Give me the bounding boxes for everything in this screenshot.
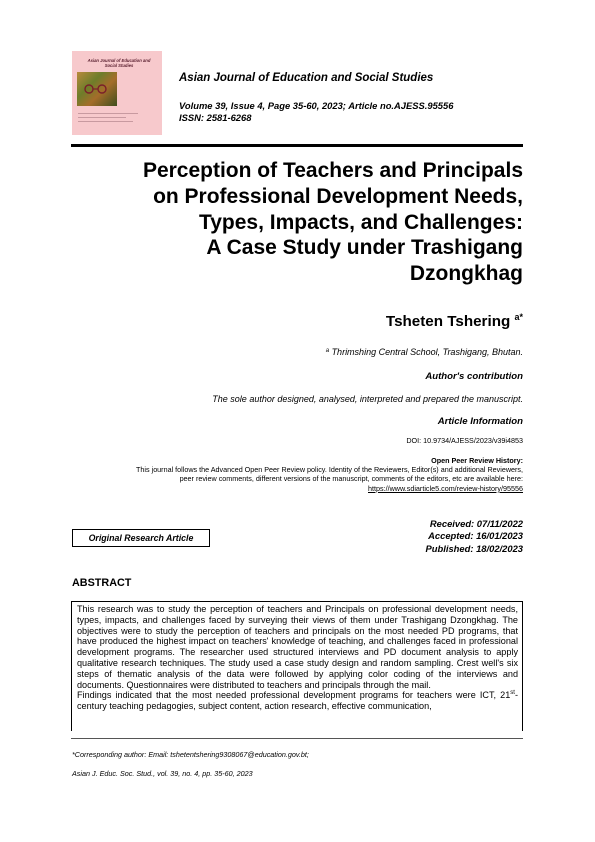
abstract-fragment: Findings indicated that the most needed professional development programs for teachers were ICT, 21	[77, 690, 511, 701]
cover-title: Asian Journal of Education and Social Studies	[87, 58, 151, 68]
header-divider	[71, 144, 523, 147]
journal-cover-image	[72, 51, 162, 135]
affiliation-superscript: a	[325, 348, 330, 354]
abstract-fragment: -century teaching pedagogies, subject content, action research, effective communication,	[77, 690, 518, 712]
author-name	[386, 312, 523, 330]
journal-name: Asian Journal of Education and Social Studies	[179, 72, 434, 84]
footnote-divider	[71, 738, 523, 739]
cover-decor-line	[78, 113, 138, 114]
eyeglasses-icon	[82, 84, 110, 94]
article-title	[73, 158, 523, 287]
cover-decor-line	[78, 121, 133, 122]
citation: Asian J. Educ. Soc. Stud., vol. 39, no. 4, pp. 35-60, 2023	[72, 769, 253, 778]
cover-decor-line	[78, 117, 126, 118]
title-line: Dzongkhag	[409, 262, 523, 286]
title-line: Types, Impacts, and Challenges:	[198, 210, 523, 234]
corresponding-author: *Corresponding author: Email: tshetentshering9308067@education.gov.bt;	[72, 750, 309, 759]
title-line: Perception of Teachers and Principals	[142, 159, 523, 182]
received-date: Received: 07/11/2022	[429, 518, 523, 529]
review-history-link[interactable]: https://www.sdiarticle5.com/review-history/95556	[368, 483, 523, 493]
contribution-text: The sole author designed, analysed, interpreted and prepared the manuscript.	[212, 394, 523, 404]
peer-review-text	[63, 465, 523, 493]
peer-review-heading: Open Peer Review History:	[431, 456, 523, 465]
accepted-date: Accepted: 16/01/2023	[428, 530, 523, 542]
publication-dates	[426, 518, 523, 555]
volume-info: Volume 39, Issue 4, Page 35-60, 2023; Article no.AJESS.95556	[179, 100, 454, 111]
article-info-heading: Article Information	[437, 416, 523, 427]
title-line: on Professional Development Needs,	[153, 184, 523, 208]
article-type-box: Original Research Article	[72, 529, 210, 547]
peer-review-line: peer review comments, different versions of the manuscript, comments of the editors, etc are available here:	[179, 474, 523, 484]
abstract-paragraph	[77, 690, 518, 712]
abstract-text	[77, 604, 518, 712]
author-superscript: a*	[514, 312, 523, 322]
issn: ISSN: 2581-6268	[179, 112, 252, 123]
title-line: A Case Study under Trashigang	[206, 236, 523, 260]
contribution-heading: Author's contribution	[425, 371, 523, 382]
affiliation	[326, 347, 523, 357]
abstract-superscript: st	[510, 690, 515, 697]
peer-review-line: This journal follows the Advanced Open Peer Review policy. Identity of the Reviewers, Editor(s) and additional Reviewers,	[136, 465, 523, 474]
abstract-heading: ABSTRACT	[72, 577, 132, 589]
affiliation-text: Thrimshing Central School, Trashigang, Bhutan.	[331, 347, 523, 357]
doi: DOI: 10.9734/AJESS/2023/v39i4853	[406, 436, 523, 445]
author-text: Tsheten Tshering	[385, 313, 511, 330]
abstract-paragraph: This research was to study the perception of teachers and Principals on professional development needs, types, impacts, and challenges faced by surveying their views of them under Trashigang Dzongkhag. The objectives were to study the perception of teachers and principals on the most needed PD programs, that have produced the highest impact on teachers' knowledge of teaching, and challenges faced in professional development programs. The researcher used structured interviews and PD document analysis to apply qualitative research techniques. The study used a case study design and random sampling. Crest well's six steps of thematic analysis of the data were followed by applying color coding of the interviews and documents. Questionnaires were distributed to teachers and principals through the mail.	[77, 604, 518, 690]
published-date: Published: 18/02/2023	[425, 542, 523, 554]
